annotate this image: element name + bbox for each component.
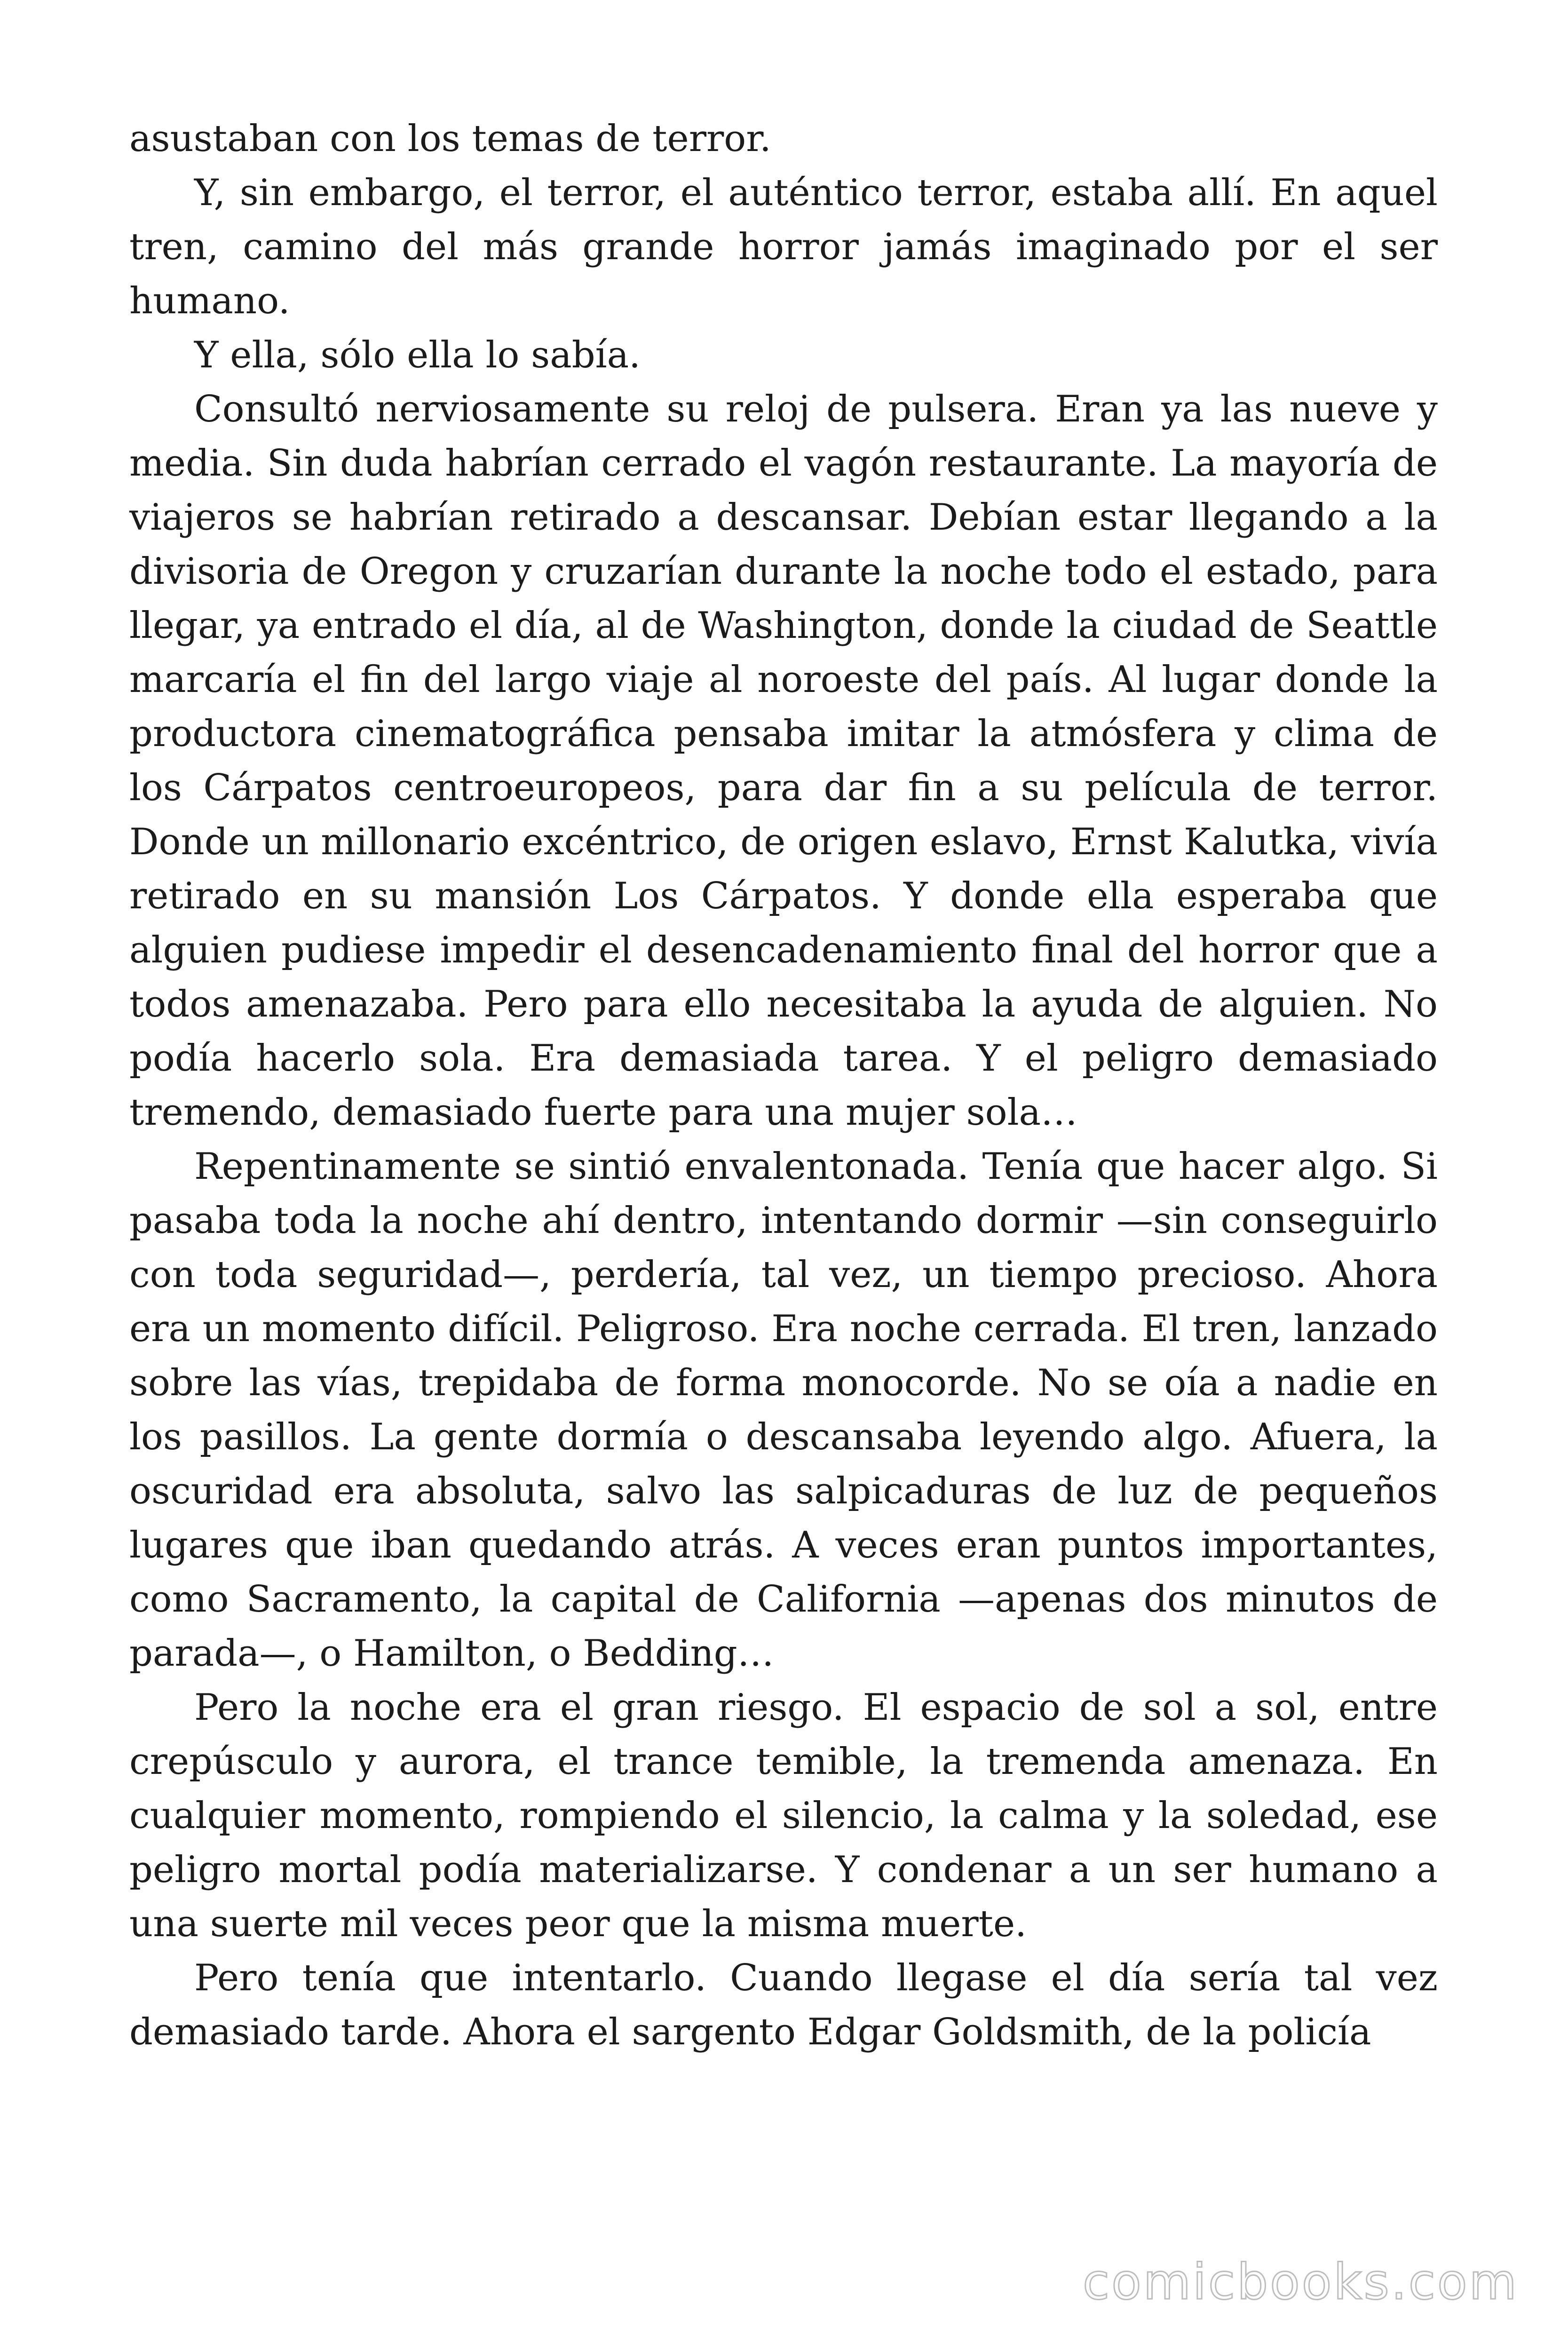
paragraph: Consultó nerviosamente su reloj de pulsera. Eran ya las nueve y media. Sin duda habrían cerrado el vagón restaurante. La mayoría de viajeros se habrían retirado a descansar. Debían estar llegando a la divisoria de Oregon y cruzarían durante la noche todo el estado, para llegar, ya entrado el día, al de Washington, donde la ciudad de Seattle marcaría el fin del largo viaje al noroeste del país. Al lugar donde la productora cinematográfica pensaba imitar la atmósfera y clima de los Cárpatos centroeuropeos, para dar fin a su película de terror. Donde un millonario excéntrico, de origen eslavo, Ernst Kalutka, vivía retirado en su mansión Los Cárpatos. Y donde ella esperaba que alguien pudiese impedir el desencadenamiento final del horror que a todos amenazaba. Pero para ello necesitaba la ayuda de alguien. No podía hacerlo sola. Era demasiada tarea. Y el peligro demasiado tremendo, demasiado fuerte para una mujer sola… xyxy=(129,388,1438,1134)
paragraph-continuation: asustaban con los temas de terror. xyxy=(129,118,771,160)
paragraph: Y ella, sólo ella lo sabía. xyxy=(194,334,641,376)
paragraph: Pero la noche era el gran riesgo. El espacio de sol a sol, entre crepúsculo y aurora, el trance temible, la tremenda amenaza. En cualquier momento, rompiendo el silencio, la calma y la soledad, ese peligro mortal podía materializarse. Y condenar a un ser humano a una suerte mil veces peor que la misma muerte. xyxy=(129,1686,1438,1945)
watermark: comicbooks.com xyxy=(1082,2253,1519,2311)
paragraph: Y, sin embargo, el terror, el auténtico terror, estaba allí. En aquel tren, camino del más grande horror jamás imaginado por el ser humano. xyxy=(129,172,1438,322)
page-body-text xyxy=(129,112,1438,2059)
paragraph: Repentinamente se sintió envalentonada. Tenía que hacer algo. Si pasaba toda la noche ahí dentro, intentando dormir —sin conseguirlo con toda seguridad—, perdería, tal vez, un tiempo precioso. Ahora era un momento difícil. Peligroso. Era noche cerrada. El tren, lanzado sobre las vías, trepidaba de forma monocorde. No se oía a nadie en los pasillos. La gente dormía o descansaba leyendo algo. Afuera, la oscuridad era absoluta, salvo las salpicaduras de luz de pequeños lugares que iban quedando atrás. A veces eran puntos importantes, como Sacramento, la capital de California —apenas dos minutos de parada—, o Hamilton, o Bedding… xyxy=(129,1145,1438,1675)
paragraph: Pero tenía que intentarlo. Cuando llegase el día sería tal vez demasiado tarde. Ahora el sargento Edgar Goldsmith, de la policía xyxy=(129,1957,1438,2053)
